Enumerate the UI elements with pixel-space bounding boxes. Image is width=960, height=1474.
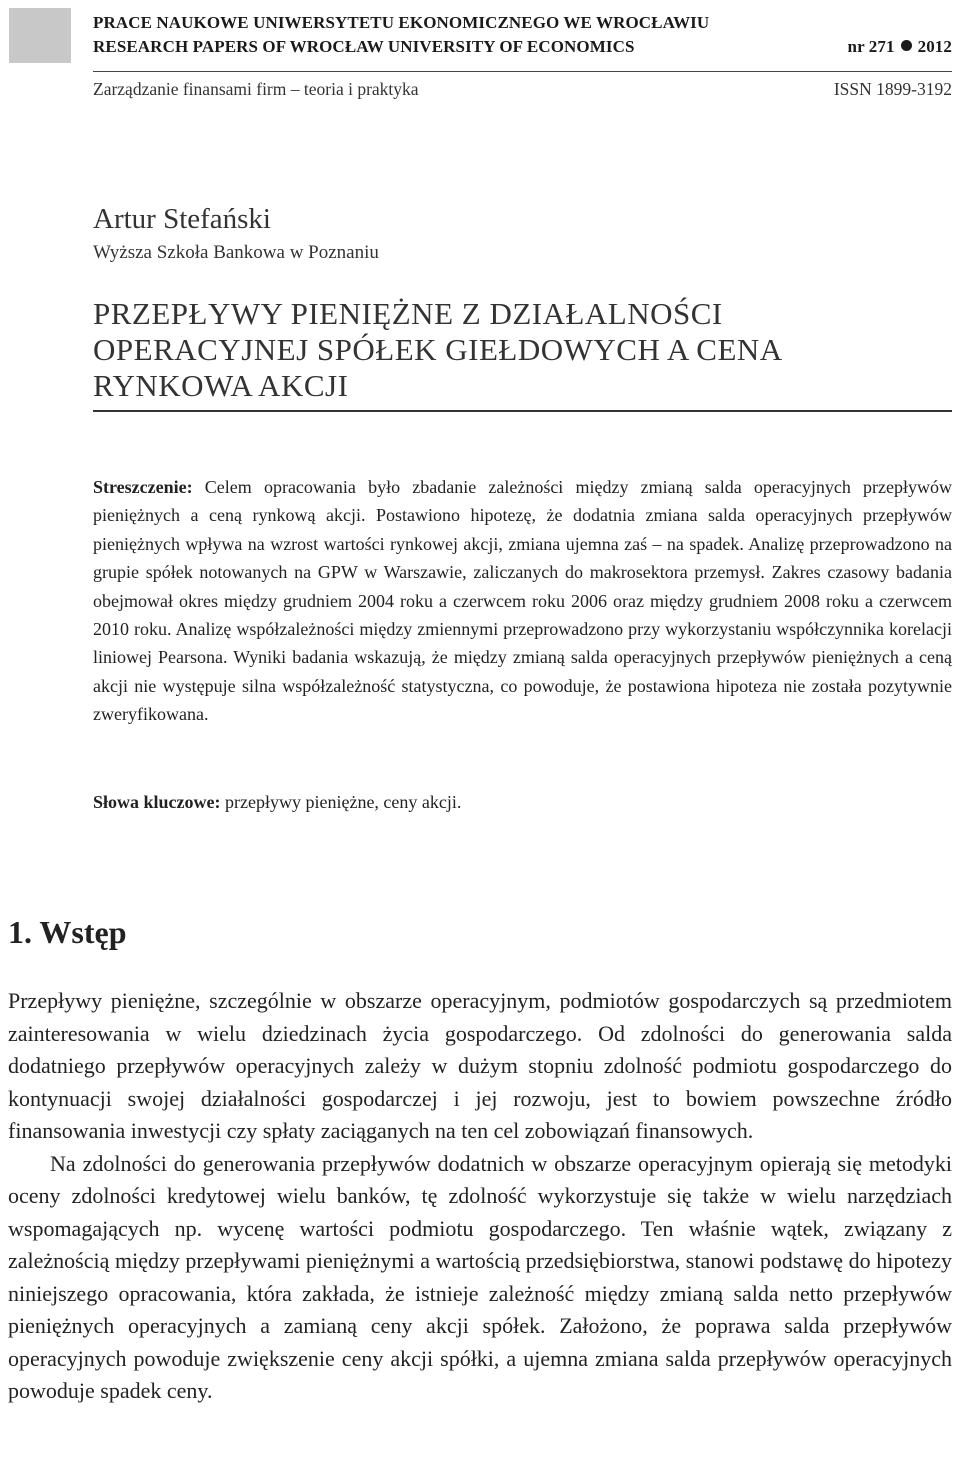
title-line-3: RYNKOWA AKCJI [93,368,349,403]
series-title-en: RESEARCH PAPERS OF WROCŁAW UNIVERSITY OF ECONOMICS [93,37,635,56]
paragraph: Przepływy pieniężne, szczególnie w obszarze operacyjnym, podmiotów gospodarczych są przedmiotem zainteresowania w wielu dziedzinach życia gospodarczego. Od zdolności do generowania salda dodatniego przepływów operacyjnych zależy w dużym stopniu zdolność podmiotu gospodarczego do kontynuacji swojej działalności gospodarczej i jej rozwoju, jest to bowiem powszechne źródło finansowania inwestycji czy spłaty zaciąganych na ten cel zobowiązań finansowych. [8,988,952,1143]
paragraph: Na zdolności do generowania przepływów dodatnich w obszarze operacyjnym opierają się metodyki oceny zdolności kredytowej wielu banków, tę zdolność wykorzystuje się także w wielu narzędziach wspomagających np. wycenę wartości podmiotu gospodarczego. Ten właśnie wątek, związany z zależnością między przepływami pieniężnymi a wartością przedsiębiorstwa, stanowi podstawę do hipotezy niniejszego opracowania, która zakłada, że istnieje zależność między zmianą salda netto przepływów pieniężnych operacyjnych a zamianą ceny akcji spółek. Założono, że poprawa salda przepływów operacyjnych powoduje zwiększenie ceny akcji spółki, a ujemna zmiana salda przepływów operacyjnych powoduje spadek ceny. [8,1150,952,1403]
series-title-pl: PRACE NAUKOWE UNIWERSYTETU EKONOMICZNEGO WE WROCŁAWIU [93,13,710,32]
keywords-label: Słowa kluczowe: [93,792,221,812]
issue-year: 2012 [917,37,952,56]
section-heading: 1. Wstęp [8,914,127,950]
title-line-1: PRZEPŁYWY PIENIĘŻNE Z DZIAŁALNOŚCI [93,296,723,331]
abstract-text: Celem opracowania było zbadanie zależności między zmianą salda operacyjnych przepływów pieniężnych a ceną rynkową akcji. Postawiono hipotezę, że dodatnia zmiana salda operacyjnych przepływów pieniężnych wpływa na wzrost wartości rynkowej akcji, zmiana ujemna zaś – na spadek. Analizę przeprowadzono na grupie spółek notowanych na GPW w Warszawie, zaliczanych do makrosektora przemysł. Zakres czasowy badania obejmował okres między grudniem 2004 roku a czerwcem roku 2006 oraz między grudniem 2008 roku a czerwcem 2010 roku. Analizę współzależności między zmiennymi przeprowadzono przy wykorzystaniu współczynnika korelacji liniowej Pearsona. Wyniki badania wskazują, że między zmianą salda operacyjnych przepływów pieniężnych a ceną akcji nie występuje silna współzależność statystyczna, co powoduje, że postawiona hipoteza nie została pozytywnie zweryfikowana. [93,477,952,725]
issue-info [848,37,952,57]
journal-title: Zarządzanie finansami firm – teoria i praktyka [93,79,419,99]
header-rule [93,71,952,72]
section-body [8,985,952,1408]
abstract [93,473,952,729]
keywords [93,792,461,813]
article-title [93,296,783,404]
series-title-en-row [93,37,952,57]
issn: ISSN 1899-3192 [833,79,952,99]
header-gray-block [9,8,71,63]
title-rule [93,410,952,412]
bullet-dot-icon [901,40,912,51]
journal-row [93,79,952,100]
author-name: Artur Stefański [93,203,271,235]
title-line-2: OPERACYJNEJ SPÓŁEK GIEŁDOWYCH A CENA [93,332,783,367]
issue-number: nr 271 [847,37,895,56]
abstract-label: Streszczenie: [93,477,193,497]
keywords-text: przepływy pieniężne, ceny akcji. [225,792,462,812]
author-affiliation: Wyższa Szkoła Bankowa w Poznaniu [93,242,379,263]
